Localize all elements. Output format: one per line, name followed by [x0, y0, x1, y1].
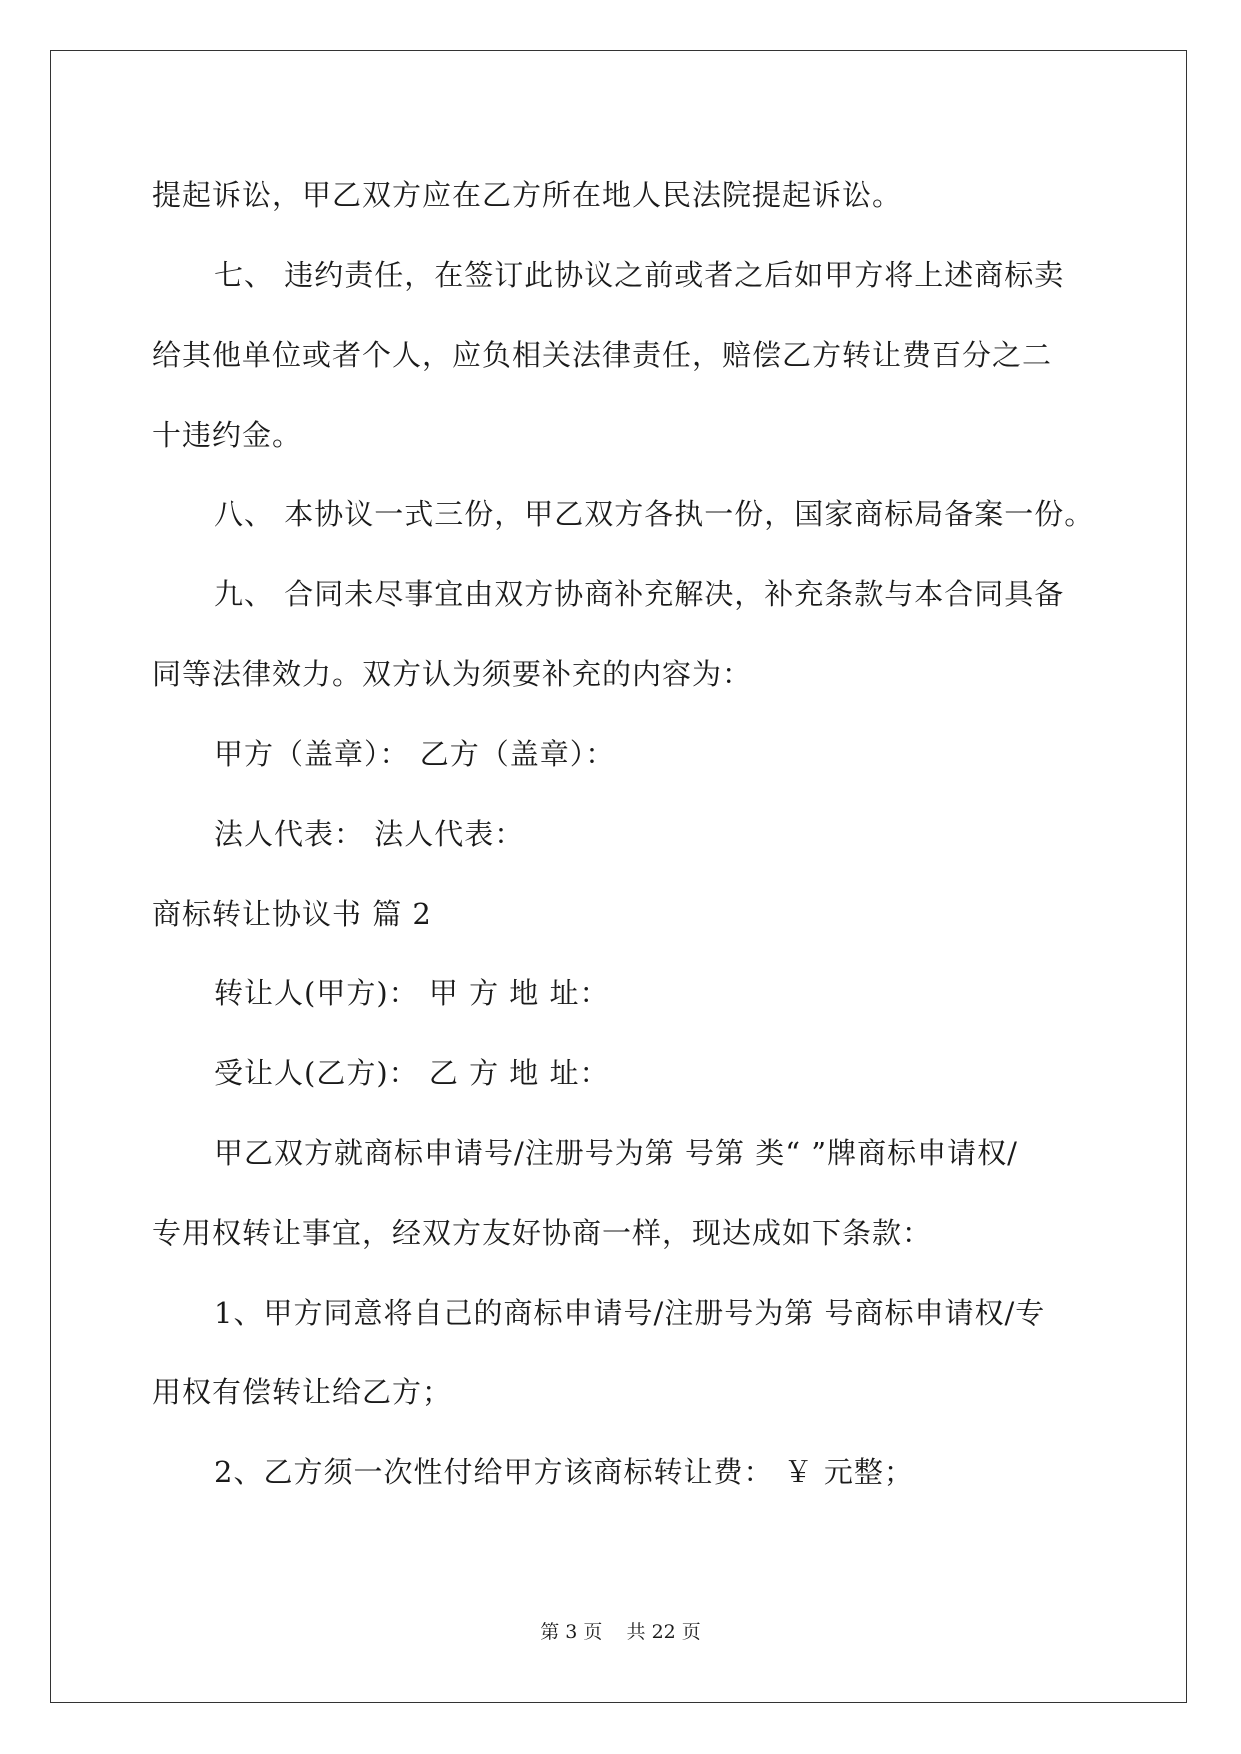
text-line: 九、 合同未尽事宜由双方协商补充解决，补充条款与本合同具备 — [214, 577, 1065, 611]
text-line: 提起诉讼，甲乙双方应在乙方所在地人民法院提起诉讼。 — [152, 178, 903, 212]
text-line: 转让人(甲方)： 甲 方 地 址： — [214, 976, 610, 1010]
text-line: 法人代表： 法人代表： — [214, 817, 525, 851]
text-line: 甲方（盖章）： 乙方（盖章）： — [214, 737, 616, 771]
text-line: 同等法律效力。双方认为须要补充的内容为： — [152, 657, 753, 691]
text-line: 1、甲方同意将自己的商标申请号/注册号为第 号商标申请权/专 — [214, 1296, 1046, 1330]
page-number-footer: 第 3 页 共 22 页 — [540, 1621, 701, 1643]
text-line: 受让人(乙方)： 乙 方 地 址： — [214, 1056, 610, 1090]
text-line: 2、乙方须一次性付给甲方该商标转让费： ￥ 元整； — [214, 1455, 914, 1489]
text-line: 八、 本协议一式三份，甲乙双方各执一份，国家商标局备案一份。 — [214, 497, 1095, 531]
text-line: 十违约金。 — [152, 418, 303, 452]
text-line: 用权有偿转让给乙方； — [152, 1375, 453, 1409]
text-line: 七、 违约责任，在签订此协议之前或者之后如甲方将上述商标卖 — [214, 258, 1065, 292]
section-heading: 商标转让协议书 篇 2 — [152, 897, 432, 931]
text-line: 专用权转让事宜，经双方友好协商一样，现达成如下条款： — [152, 1216, 933, 1250]
text-line: 甲乙双方就商标申请号/注册号为第 号第 类“ ”牌商标申请权/ — [214, 1136, 1018, 1170]
text-line: 给其他单位或者个人，应负相关法律责任，赔偿乙方转让费百分之二 — [152, 338, 1053, 372]
